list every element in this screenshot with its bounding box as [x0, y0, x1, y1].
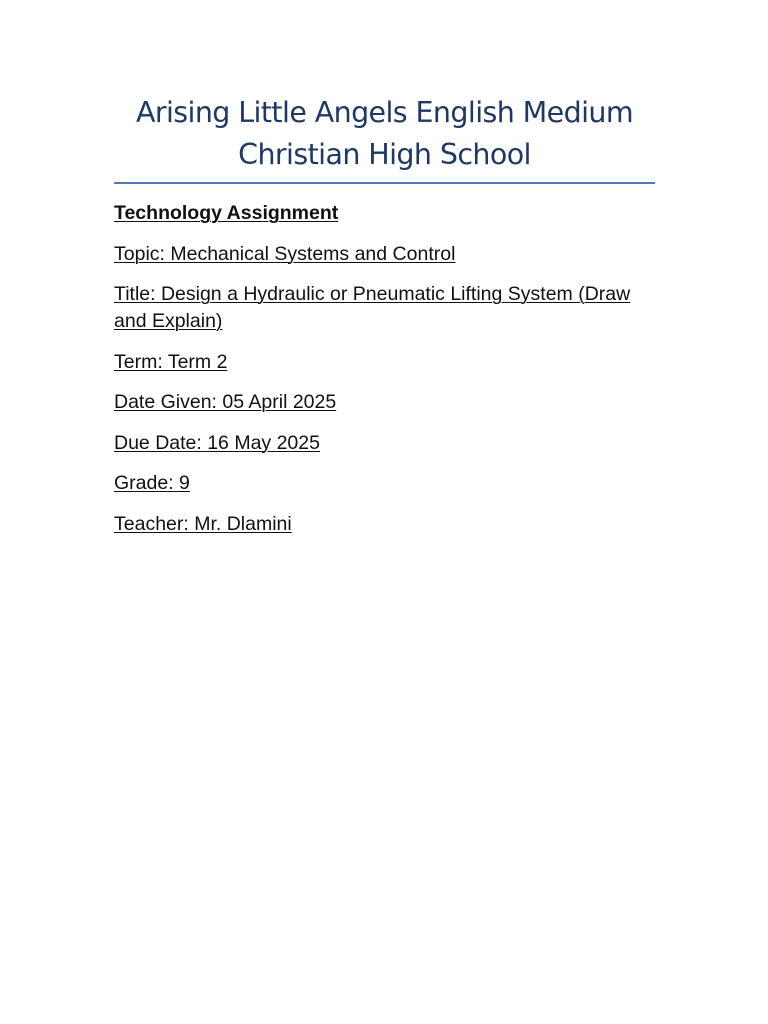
topic-line: Topic: Mechanical Systems and Control	[114, 242, 456, 265]
document-content	[114, 92, 655, 551]
grade-line: Grade: 9	[114, 472, 190, 494]
term-line: Term: Term 2	[114, 350, 228, 373]
assignment-details	[114, 200, 655, 538]
due-date-line: Due Date: 16 May 2025	[114, 431, 320, 454]
teacher-line: Teacher: Mr. Dlamini	[114, 512, 292, 535]
assignment-title-line: Title: Design a Hydraulic or Pneumatic Lifting System (Draw and Explain)	[114, 283, 631, 332]
document-title: Arising Little Angels English Medium Christian High School	[114, 92, 655, 184]
assignment-heading: Technology Assignment	[114, 202, 339, 224]
date-given-line: Date Given: 05 April 2025	[114, 391, 337, 413]
